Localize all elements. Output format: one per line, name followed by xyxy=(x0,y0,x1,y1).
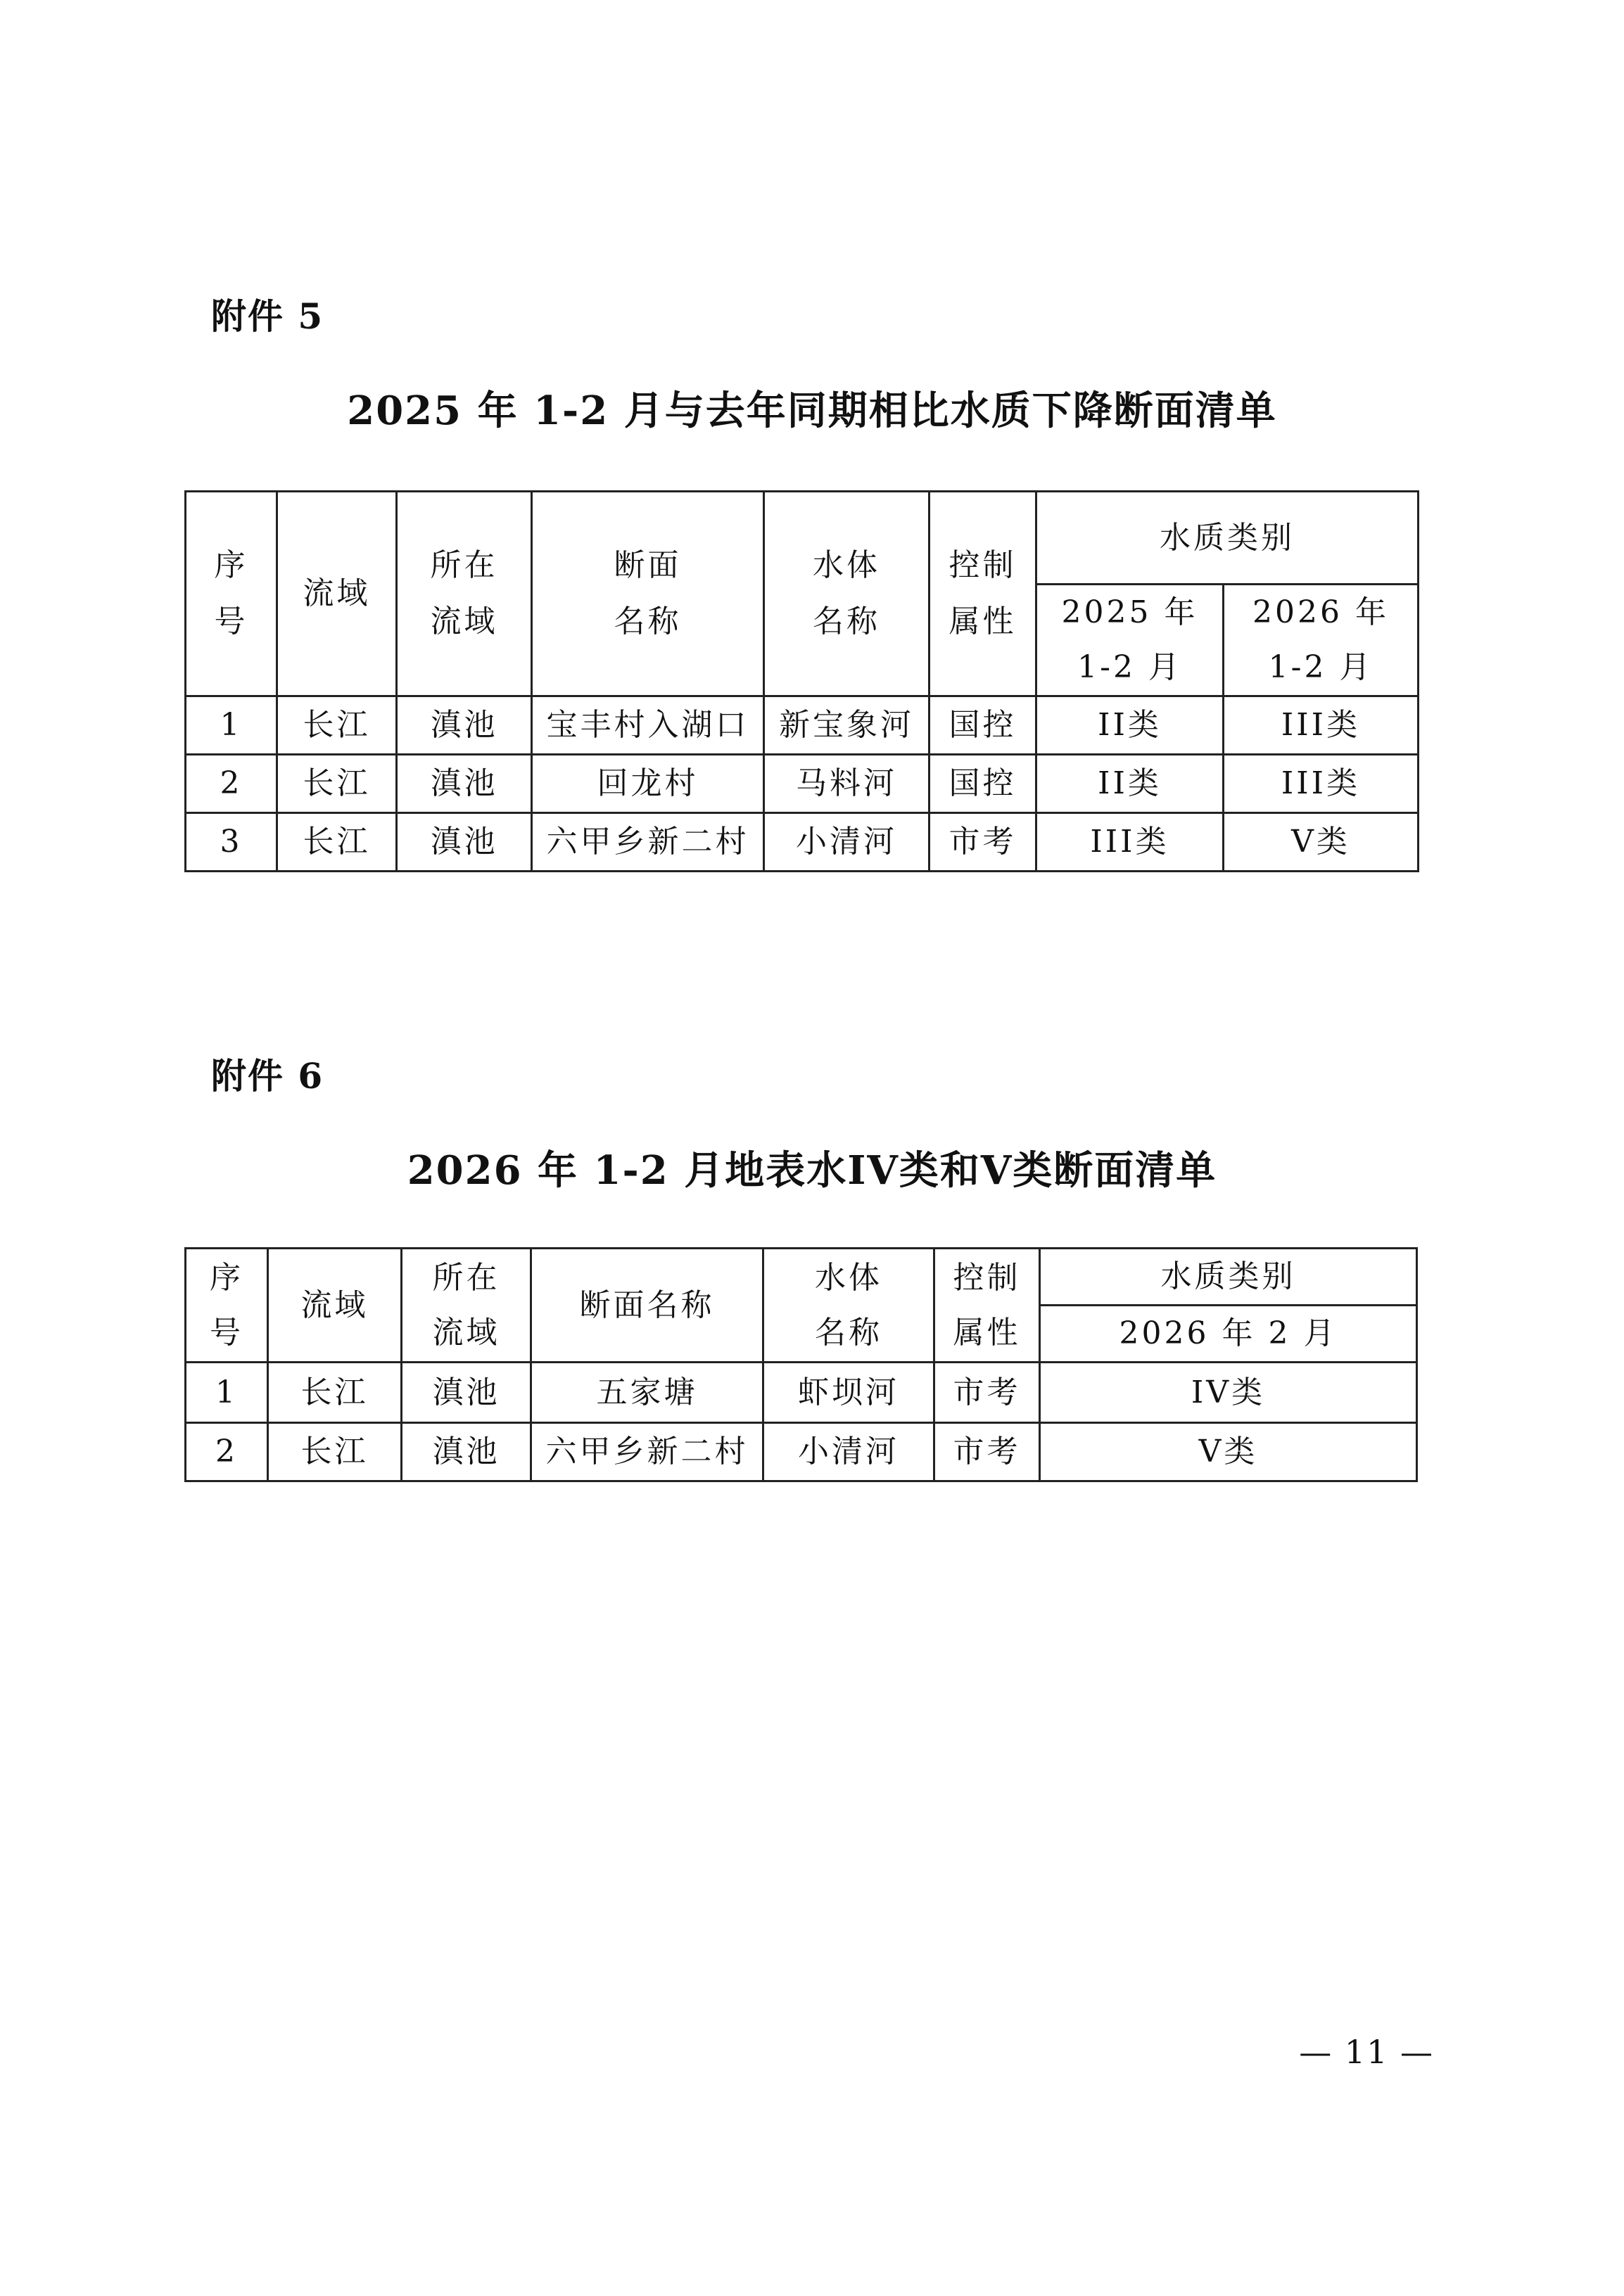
table-row xyxy=(186,755,1419,813)
table-row xyxy=(186,813,1419,872)
cell-water-body: 虾坝河 xyxy=(763,1363,934,1423)
cell-basin: 长江 xyxy=(268,1363,402,1423)
cell-seq: 1 xyxy=(186,696,277,755)
cell-quality-2025: II类 xyxy=(1036,755,1224,813)
cell-section-name: 宝丰村入湖口 xyxy=(532,696,764,755)
cell-seq: 3 xyxy=(186,813,277,872)
cell-local-basin: 滇池 xyxy=(397,813,532,872)
cell-seq: 1 xyxy=(186,1363,268,1423)
header-period-2025: 2025 年 1-2 月 xyxy=(1036,585,1224,696)
cell-section-name: 六甲乡新二村 xyxy=(531,1423,763,1481)
attachment-5-label: 附件 5 xyxy=(211,295,324,337)
cell-local-basin: 滇池 xyxy=(402,1423,531,1481)
cell-water-body: 小清河 xyxy=(763,1423,934,1481)
cell-local-basin: 滇池 xyxy=(397,696,532,755)
cell-quality-2026: III类 xyxy=(1224,696,1419,755)
header-control: 控制 属性 xyxy=(934,1249,1040,1363)
cell-quality-2026: IV类 xyxy=(1040,1363,1417,1423)
header-seq: 序 号 xyxy=(186,492,277,696)
cell-local-basin: 滇池 xyxy=(397,755,532,813)
header-control: 控制 属性 xyxy=(930,492,1036,696)
header-section-name: 断面 名称 xyxy=(532,492,764,696)
header-seq: 序 号 xyxy=(186,1249,268,1363)
cell-section-name: 五家塘 xyxy=(531,1363,763,1423)
cell-quality-2025: II类 xyxy=(1036,696,1224,755)
cell-basin: 长江 xyxy=(277,696,397,755)
cell-seq: 2 xyxy=(186,1423,268,1481)
cell-control: 国控 xyxy=(930,696,1036,755)
attachment-6-label: 附件 6 xyxy=(211,1055,324,1097)
cell-quality-2025: III类 xyxy=(1036,813,1224,872)
header-basin: 流域 xyxy=(268,1249,402,1363)
header-quality: 水质类别 xyxy=(1036,492,1419,585)
cell-basin: 长江 xyxy=(277,755,397,813)
attachment-5-table xyxy=(184,490,1419,872)
cell-basin: 长江 xyxy=(268,1423,402,1481)
cell-control: 国控 xyxy=(930,755,1036,813)
attachment-6-title: 2026 年 1-2 月地表水IV类和V类断面清单 xyxy=(407,1147,1217,1194)
cell-water-body: 新宝象河 xyxy=(764,696,930,755)
header-local-basin: 所在 流域 xyxy=(397,492,532,696)
cell-section-name: 回龙村 xyxy=(532,755,764,813)
cell-control: 市考 xyxy=(934,1423,1040,1481)
cell-control: 市考 xyxy=(930,813,1036,872)
attachment-5-title: 2025 年 1-2 月与去年同期相比水质下降断面清单 xyxy=(347,388,1277,434)
cell-water-body: 小清河 xyxy=(764,813,930,872)
table-row xyxy=(186,1423,1417,1481)
cell-local-basin: 滇池 xyxy=(402,1363,531,1423)
header-water-body: 水体 名称 xyxy=(763,1249,934,1363)
cell-section-name: 六甲乡新二村 xyxy=(532,813,764,872)
header-local-basin: 所在 流域 xyxy=(402,1249,531,1363)
cell-quality-2026: V类 xyxy=(1040,1423,1417,1481)
attachment-6-table xyxy=(184,1247,1418,1482)
header-quality: 水质类别 xyxy=(1040,1249,1417,1306)
header-water-body: 水体 名称 xyxy=(764,492,930,696)
header-basin: 流域 xyxy=(277,492,397,696)
cell-quality-2026: III类 xyxy=(1224,755,1419,813)
cell-water-body: 马料河 xyxy=(764,755,930,813)
cell-quality-2026: V类 xyxy=(1224,813,1419,872)
header-section-name: 断面名称 xyxy=(531,1249,763,1363)
cell-control: 市考 xyxy=(934,1363,1040,1423)
page-number: — 11 — xyxy=(1299,2033,1434,2071)
header-period-2026: 2026 年 1-2 月 xyxy=(1224,585,1419,696)
header-period-2026: 2026 年 2 月 xyxy=(1040,1306,1417,1363)
table-row xyxy=(186,696,1419,755)
cell-basin: 长江 xyxy=(277,813,397,872)
cell-seq: 2 xyxy=(186,755,277,813)
table-row xyxy=(186,1363,1417,1423)
